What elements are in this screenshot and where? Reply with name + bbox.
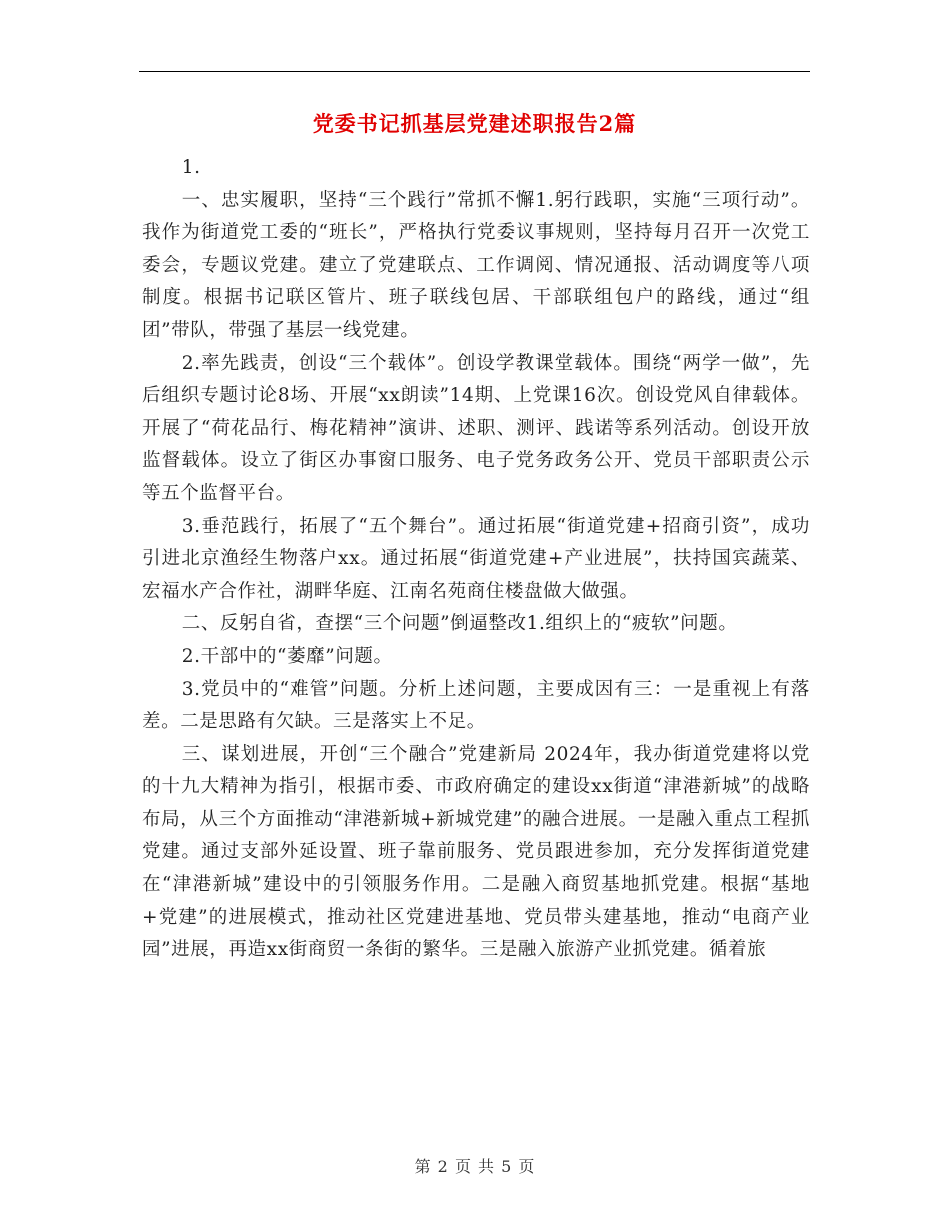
paragraph-3: 2.率先践责，创设“三个载体”。创设学教课堂载体。围绕“两学一做”，先后组织专题讨论8场、开展“xx朗读”14期、上党课16次。创设党风自律载体。开展了“荷花品行、梅花精神”演讲、述职、测评、践诺等系列活动。创设开放监督载体。设立了街区办事窗口服务、电子党务政务公开、党员干部职责公示等五个监督平台。 [142,352,810,504]
document-title: 党委书记抓基层党建述职报告2篇 [312,111,637,136]
header-rule [139,71,810,72]
page-number-footer: 第 2 页 共 5 页 [414,1157,536,1176]
paragraph-7: 3.党员中的“难管”问题。分析上述问题，主要成因有三：一是重视上有落差。二是思路有欠缺。三是落实上不足。 [142,678,810,733]
document-body [142,152,810,967]
paragraph-8: 三、谋划进展，开创“三个融合”党建新局 2024年，我办街道党建将以党的十九大精神为指引，根据市委、市政府确定的建设xx街道“津港新城”的战略布局，从三个方面推动“津港新城+新城党建”的融合进展。一是融入重点工程抓党建。通过支部外延设置、班子靠前服务、党员跟进参加，充分发挥街道党建在“津港新城”建设中的引领服务作用。二是融入商贸基地抓党建。根据“基地+党建”的进展模式，推动社区党建进基地、党员带头建基地，推动“电商产业园”进展，再造xx街商贸一条街的繁华。三是融入旅游产业抓党建。循着旅 [142,743,810,961]
paragraph-5: 二、反躬自省，查摆“三个问题”倒逼整改1.组织上的“疲软”问题。 [181,613,738,635]
paragraph-1: 1. [181,157,201,178]
paragraph-2: 一、忠实履职，坚持“三个践行”常抓不懈1.躬行践职，实施“三项行动”。我作为街道党工委的“班长”，严格执行党委议事规则，坚持每月召开一次党工委会，专题议党建。建立了党建联点、工作调阅、情况通报、活动调度等八项制度。根据书记联区管片、班子联线包居、干部联组包户的路线，通过“组团”带队，带强了基层一线党建。 [142,189,810,341]
paragraph-6: 2.干部中的“萎靡”问题。 [181,645,393,667]
paragraph-4: 3.垂范践行，拓展了“五个舞台”。通过拓展“街道党建+招商引资”，成功引进北京渔经生物落户xx。通过拓展“街道党建+产业进展”，扶持国宾蔬菜、宏福水产合作社，湖畔华庭、江南名苑商住楼盘做大做强。 [142,515,810,602]
